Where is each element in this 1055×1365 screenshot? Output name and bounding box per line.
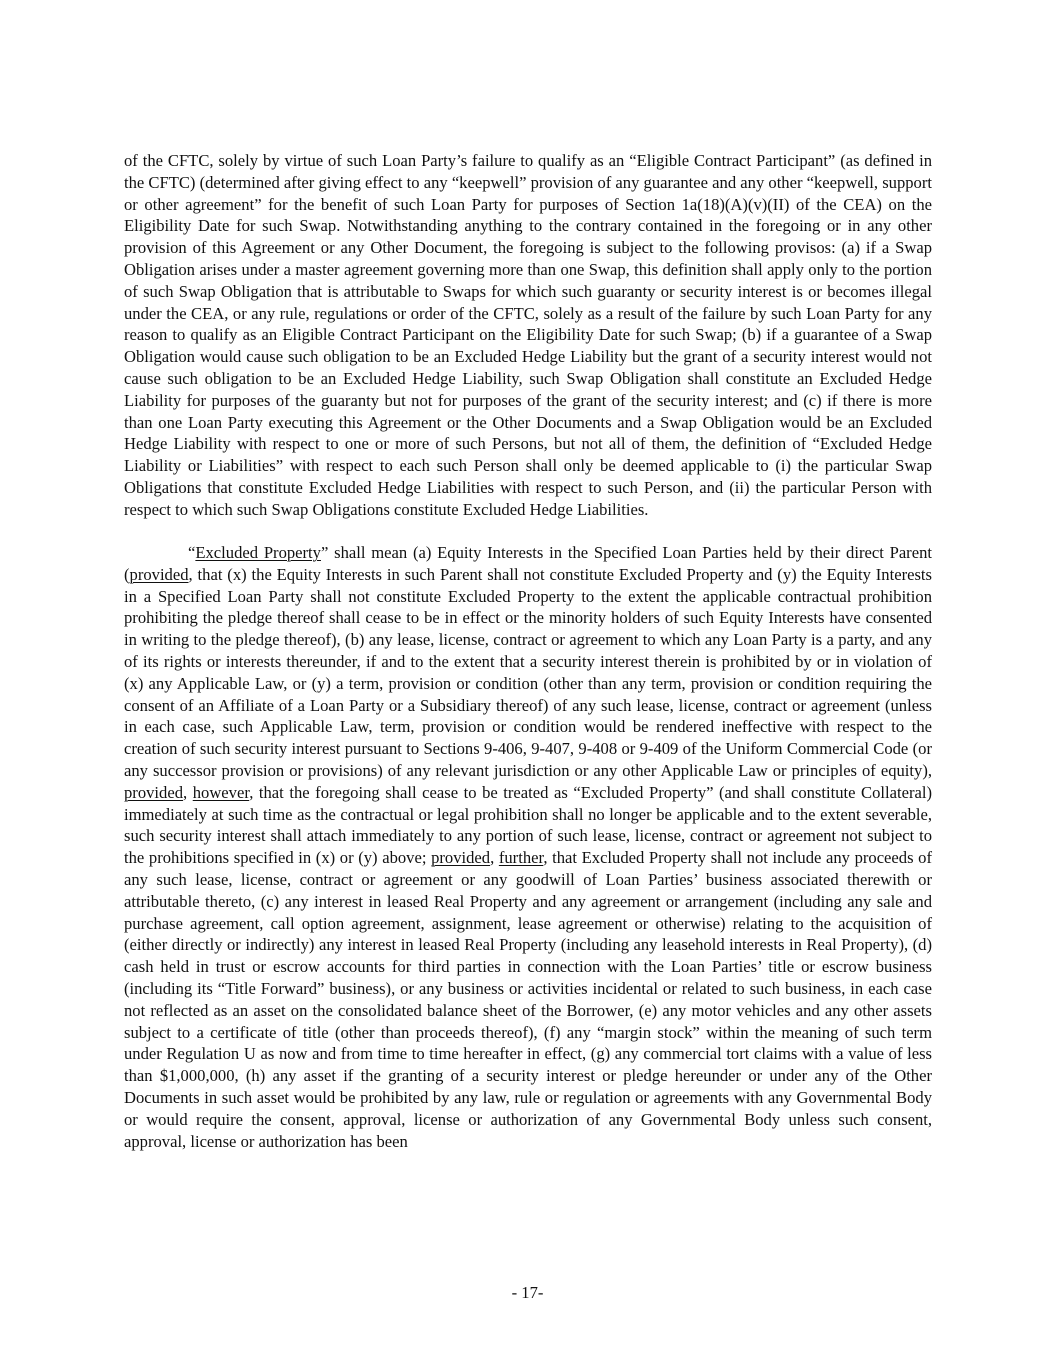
however-term: however — [192, 782, 250, 802]
page-number: - 17- — [511, 1283, 544, 1302]
open-quote: “ — [188, 543, 196, 563]
paragraph-excluded-hedge-liability-continued: of the CFTC, solely by virtue of such Loan Party’s failure to qualify as an “Eligible Contract Participant” (as defined in the CFTC) (determined after giving effect to any “keepwell” provision of any guarantee and any other “keepwell, support or other agreement” for the benefit of such Loan Party for purposes of Section 1a(18)(A)(v)(II) of the CEA) on the Eligibility Date for such Swap. Notwithstanding anything to the contrary contained in the foregoing or in any other provision of this Agreement or any Other Document, the foregoing is subject to the following provisos: (a) if a Swap Obligation arises under a master agreement governing more than one Swap, this definition shall apply only to the portion of such Swap Obligation that is attributable to Swaps for which such guaranty or security interest is or becomes illegal under the CEA, or any rule, regulations or order of the CFTC, solely as a result of the failure by such Loan Party for any reason to qualify as an Eligible Contract Participant on the Eligibility Date for such Swap; (b) if a guarantee of a Swap Obligation would cause such obligation to be an Excluded Hedge Liability but the grant of a security interest would not cause such obligation to be an Excluded Hedge Liability, such Swap Obligation shall constitute an Excluded Hedge Liability for purposes of the guaranty but not for purposes of the grant of the security interest; and (c) if there is more than one Loan Party executing this Agreement or the Other Documents and a Swap Obligation would be an Excluded Hedge Liability with respect to one or more of such Persons, but not all of them, the definition of “Excluded Hedge Liability or Liabilities” with respect to each such Person shall only be deemed applicable to (i) the particular Swap Obligations that constitute Excluded Hedge Liabilities with respect to such Person, and (ii) the particular Person with respect to which such Swap Obligations constitute Excluded Hedge Liabilities. — [124, 151, 932, 519]
further-term: further — [498, 848, 544, 868]
text-segment-c: , that the foregoing shall cease to be treated as “Excluded Property” (and shall constitute Collateral) immediately at such time as the contractual or legal prohibition shall no longer be applicable and to the extent severable, such security interest shall attach immediately to any portion of such lease, license, contract or agreement not subject to the prohibitions specified in (x) or (y) above; — [124, 782, 933, 868]
text-segment-a: ” shall mean (a) Equity Interests in the Specified Loan Parties held by their direct Parent ( — [124, 543, 932, 584]
defined-term-excluded-property: Excluded Property — [195, 543, 321, 563]
document-body — [124, 150, 932, 1152]
text-segment-d: , that Excluded Property shall not include any proceeds of any such lease, license, contract or agreement or any goodwill of Loan Parties’ business associated therewith or attributable thereto, (c) any interest in leased Real Property and any agreement or arrangement (including any sale and purchase agreement, call option agreement, assignment, lease agreement or otherwise) relating to the acquisition of (either directly or indirectly) any interest in leased Real Property (including any leasehold interests in Real Property), (d) cash held in trust or escrow accounts for third parties in connection with the Loan Parties’ title or escrow business (including its “Title Forward” business), or any business or activities incidental or related to such business, in each case not reflected as an asset on the consolidated balance sheet of the Borrower, (e) any motor vehicles and any other assets subject to a certificate of title (other than proceeds thereof), (f) any “margin stock” within the meaning of such term under Regulation U as now and from time to time hereafter in effect, (g) any commercial tort claims with a value of less than $1,000,000, (h) any asset if the granting of a security interest or pledge hereunder or under any of the Other Documents in such asset would be prohibited by any law, rule or regulation or agreements with any Governmental Body or would require the consent, approval, license or authorization of any Governmental Body unless such consent, approval, license or authorization has been — [124, 848, 932, 1151]
text-segment-b: , that (x) the Equity Interests in such Parent shall not constitute Excluded Property and (y) the Equity Interests in a Specified Loan Party shall not constitute Excluded Property to the extent the applicable contractual prohibition prohibiting the pledge thereof shall cease to be in effect or the minority holders of such Equity Interests have consented in writing to the pledge thereof), (b) any lease, license, contract or agreement to which any Loan Party is a party, and any of its rights or interests thereunder, if and to the extent that a security interest therein is prohibited by or in violation of (x) any Applicable Law, or (y) a term, provision or condition (other than any term, provision or condition requiring the consent of an Affiliate of a Loan Party or a Subsidiary thereof) of any such lease, license, contract or agreement (unless in each case, such Applicable Law, term, provision or condition would be rendered ineffective with respect to the creation of such security interest pursuant to Sections 9-406, 9-407, 9-408 or 9-409 of the Uniform Commercial Code (or any successor provision or provisions) of any relevant jurisdiction or any other Applicable Law or principles of equity), — [124, 564, 932, 781]
paragraph-excluded-property-definition — [124, 542, 932, 1152]
provided-term: provided — [129, 564, 189, 584]
comma-separator: , — [490, 848, 499, 868]
provided-term: provided — [431, 848, 491, 868]
provided-term: provided — [124, 782, 183, 802]
comma-separator: , — [183, 782, 193, 802]
